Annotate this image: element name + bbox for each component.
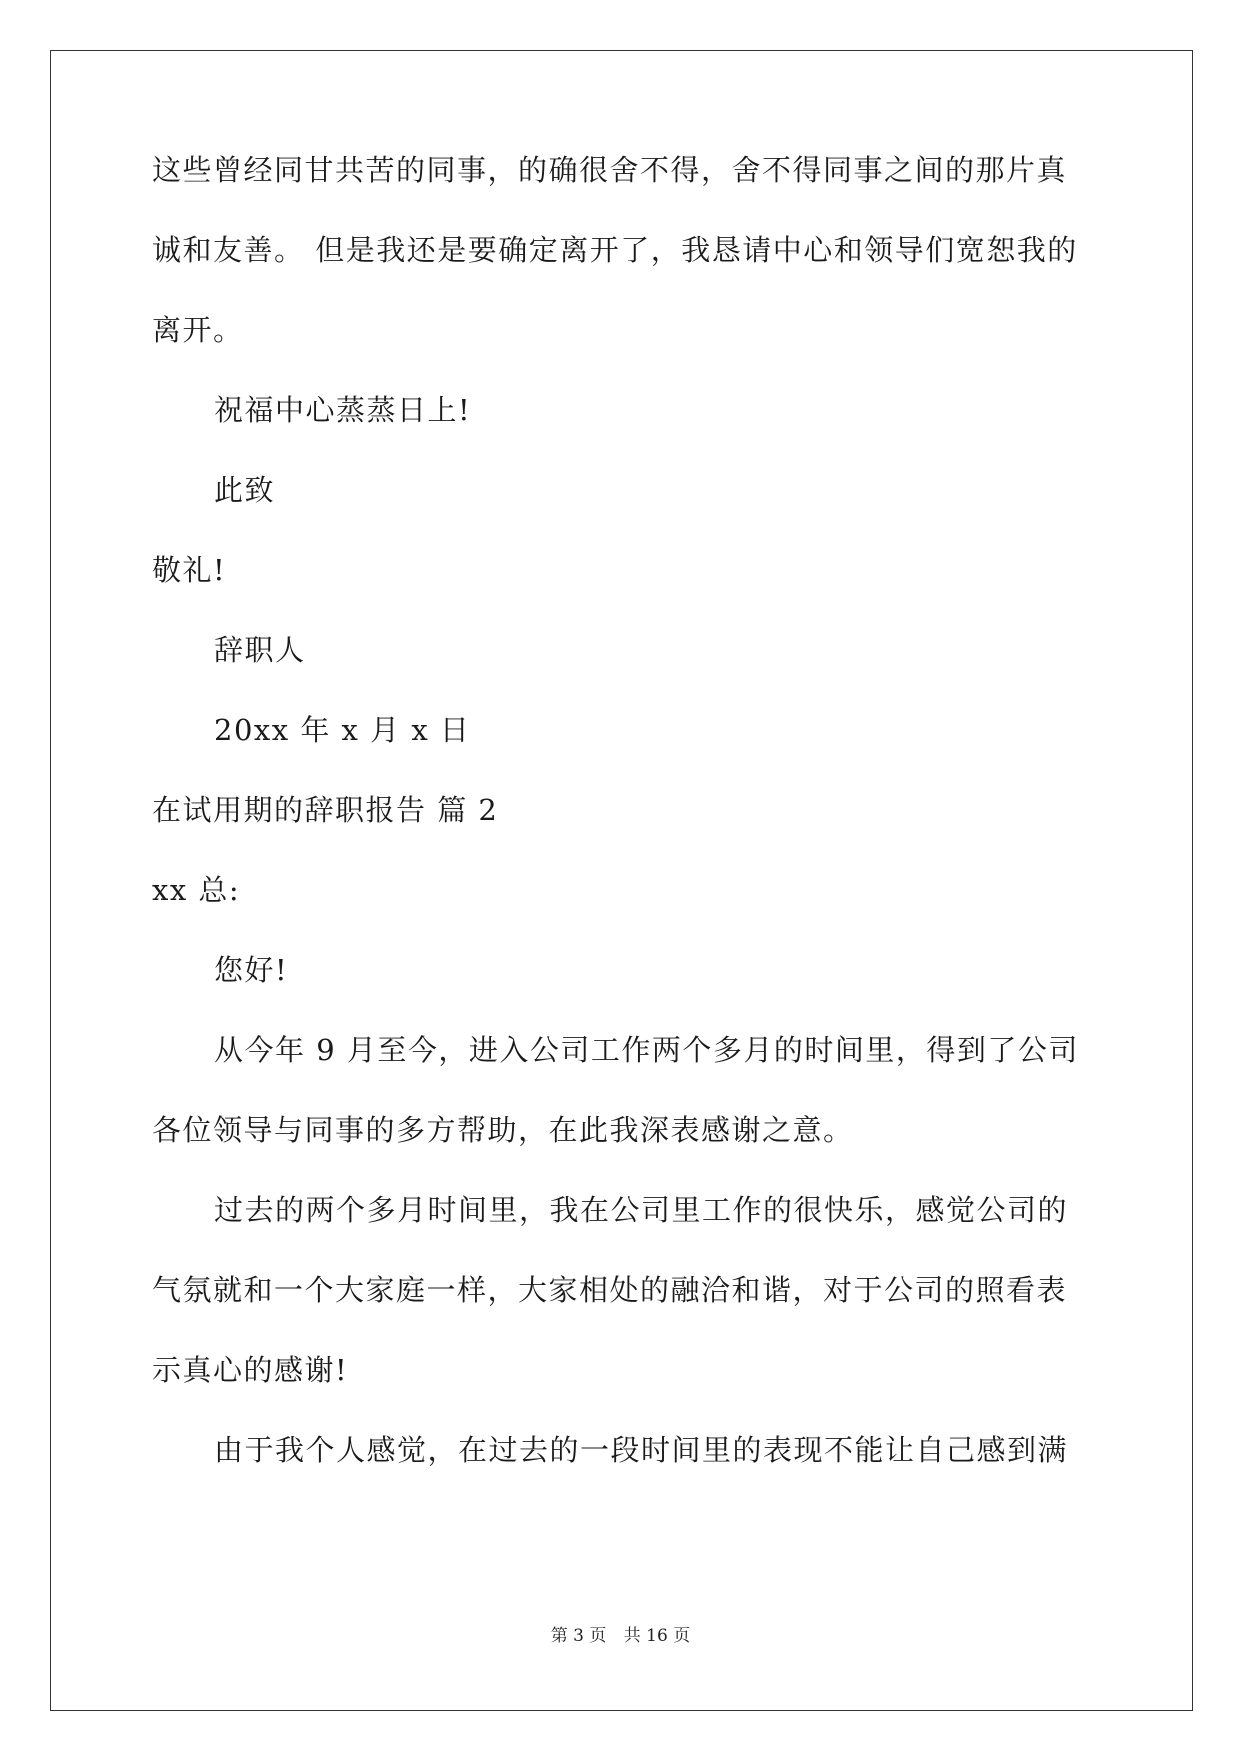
paragraph-line: 诚和友善。 但是我还是要确定离开了，我恳请中心和领导们宽恕我的: [152, 233, 1078, 267]
paragraph-line: 祝福中心蒸蒸日上!: [214, 393, 472, 427]
paragraph-line: 示真心的感谢!: [152, 1353, 349, 1387]
paragraph-line: 离开。: [152, 313, 244, 347]
paragraph-line: 由于我个人感觉，在过去的一段时间里的表现不能让自己感到满: [214, 1433, 1069, 1467]
paragraph-line: 这些曾经同甘共苦的同事，的确很舍不得，舍不得同事之间的那片真: [152, 153, 1068, 187]
recipient-line: xx 总:: [152, 873, 241, 907]
date-line: 20xx 年 x 月 x 日: [214, 713, 471, 747]
signature-line: 辞职人: [214, 633, 306, 667]
paragraph-line: 从今年 9 月至今，进入公司工作两个多月的时间里，得到了公司: [214, 1033, 1079, 1067]
paragraph-line: 各位领导与同事的多方帮助，在此我深表感谢之意。: [152, 1113, 854, 1147]
page-number: 第 3 页: [550, 1626, 607, 1646]
page-footer: [0, 1624, 1241, 1648]
section-heading: 在试用期的辞职报告 篇 2: [152, 793, 499, 827]
greeting-line: 您好!: [214, 953, 289, 987]
salutation-line: 敬礼!: [152, 553, 227, 587]
salutation-line: 此致: [214, 473, 276, 507]
paragraph-line: 过去的两个多月时间里，我在公司里工作的很快乐，感觉公司的: [214, 1193, 1069, 1227]
paragraph-line: 气氛就和一个大家庭一样，大家相处的融洽和谐，对于公司的照看表: [152, 1273, 1068, 1307]
page-total: 共 16 页: [623, 1626, 691, 1646]
